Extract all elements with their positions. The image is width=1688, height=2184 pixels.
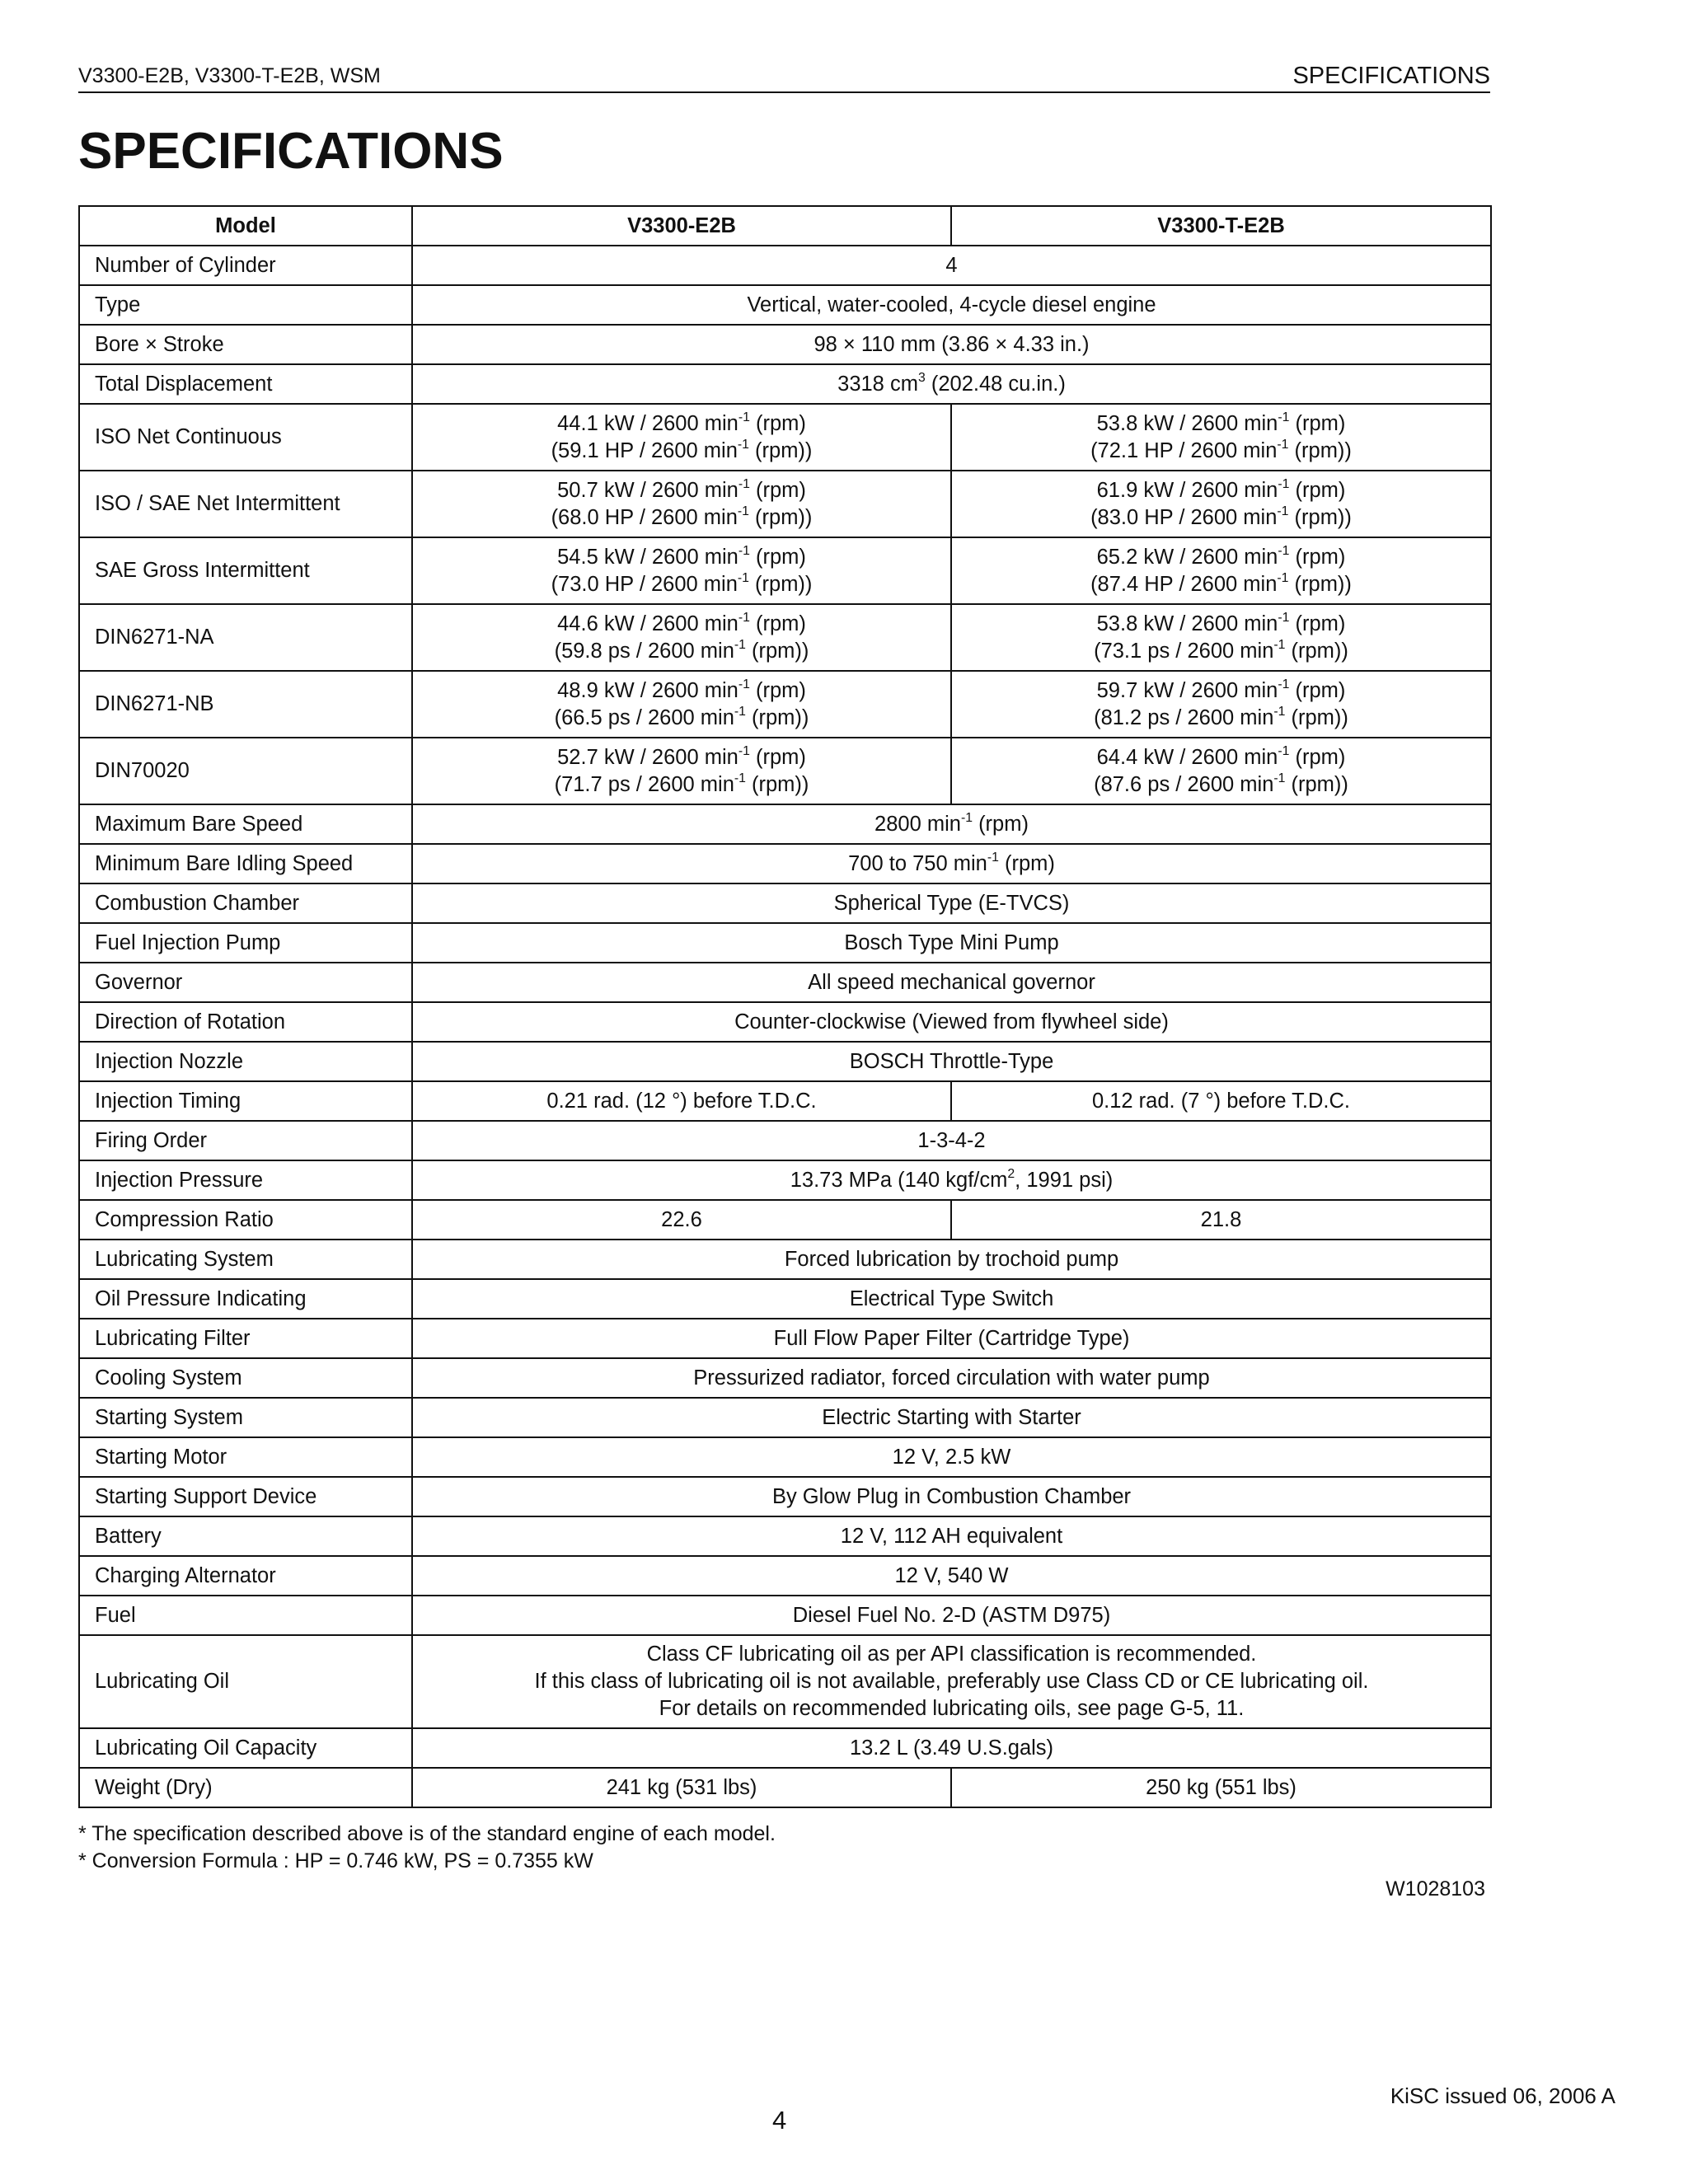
row-label: Number of Cylinder	[79, 246, 412, 285]
row-value-v3300-e2b: 22.6	[412, 1200, 951, 1240]
row-value-v3300-t-e2b: 59.7 kW / 2600 $\min^{-1} (rpm)$ (81.2 ps / 2600 $\min^{-1} (rpm)$)	[951, 671, 1491, 738]
table-row	[79, 1081, 1491, 1121]
table-row	[79, 1635, 1491, 1728]
row-value-v3300-e2b: 54.5 kW / 2600 $\min^{-1} (rpm)$ (73.0 HP / 2600 $\min^{-1} (rpm)$)	[412, 537, 951, 604]
row-value: Spherical Type (E-TVCS)	[412, 883, 1491, 923]
table-row	[79, 404, 1491, 471]
row-value-v3300-t-e2b: 53.8 kW / 2600 $\min^{-1} (rpm)$ (73.1 ps / 2600 $\min^{-1} (rpm)$)	[951, 604, 1491, 671]
row-label: Firing Order	[79, 1121, 412, 1160]
row-label: Bore × Stroke	[79, 325, 412, 364]
row-value-v3300-e2b: 52.7 kW / 2600 $\min^{-1} (rpm)$ (71.7 ps / 2600 $\min^{-1} (rpm)$)	[412, 738, 951, 804]
table-row	[79, 604, 1491, 671]
table-row	[79, 1437, 1491, 1477]
row-value: Full Flow Paper Filter (Cartridge Type)	[412, 1319, 1491, 1358]
row-label: Compression Ratio	[79, 1200, 412, 1240]
page-number: 4	[772, 2106, 787, 2135]
header-model-v3300-e2b: V3300-E2B	[412, 206, 951, 246]
row-label: SAE Gross Intermittent	[79, 537, 412, 604]
row-value: Electrical Type Switch	[412, 1279, 1491, 1319]
row-label: DIN70020	[79, 738, 412, 804]
specifications-table	[78, 205, 1492, 1808]
row-value-v3300-e2b: 50.7 kW / 2600 $\min^{-1} (rpm)$ (68.0 HP / 2600 $\min^{-1} (rpm)$)	[412, 471, 951, 537]
row-value: 4	[412, 246, 1491, 285]
header-document-title: V3300-E2B, V3300-T-E2B, WSM	[78, 64, 381, 87]
footnote-standard-engine: * The specification described above is of the standard engine of each model.	[78, 1822, 776, 1845]
row-label: Starting Support Device	[79, 1477, 412, 1516]
row-label: Cooling System	[79, 1358, 412, 1398]
row-value-v3300-t-e2b: 65.2 kW / 2600 $\min^{-1} (rpm)$ (87.4 HP / 2600 $\min^{-1} (rpm)$)	[951, 537, 1491, 604]
table-row	[79, 1042, 1491, 1081]
table-row	[79, 671, 1491, 738]
table-row	[79, 1279, 1491, 1319]
issue-info: KiSC issued 06, 2006 A	[1390, 2083, 1615, 2108]
row-value: Pressurized radiator, forced circulation with water pump	[412, 1358, 1491, 1398]
table-row	[79, 1596, 1491, 1635]
table-row	[79, 1768, 1491, 1807]
row-value-v3300-t-e2b: 0.12 rad. (7 °) before T.D.C.	[951, 1081, 1491, 1121]
table-row	[79, 844, 1491, 883]
table-row	[79, 1477, 1491, 1516]
row-label: Lubricating Oil	[79, 1635, 412, 1728]
row-label: Fuel Injection Pump	[79, 923, 412, 963]
row-label: Weight (Dry)	[79, 1768, 412, 1807]
table-row	[79, 537, 1491, 604]
row-value: 98 × 110 mm (3.86 × 4.33 in.)	[412, 325, 1491, 364]
row-value: Forced lubrication by trochoid pump	[412, 1240, 1491, 1279]
table-row	[79, 1358, 1491, 1398]
table-header-row	[79, 206, 1491, 246]
row-label: Fuel	[79, 1596, 412, 1635]
row-value-v3300-t-e2b: 53.8 kW / 2600 $\min^{-1} (rpm)$ (72.1 HP / 2600 $\min^{-1} (rpm)$)	[951, 404, 1491, 471]
row-value: Diesel Fuel No. 2-D (ASTM D975)	[412, 1596, 1491, 1635]
row-label: Battery	[79, 1516, 412, 1556]
row-label: ISO / SAE Net Intermittent	[79, 471, 412, 537]
row-label: Total Displacement	[79, 364, 412, 404]
row-value: By Glow Plug in Combustion Chamber	[412, 1477, 1491, 1516]
row-label: Combustion Chamber	[79, 883, 412, 923]
row-label: DIN6271-NA	[79, 604, 412, 671]
table-row	[79, 1240, 1491, 1279]
table-row	[79, 1200, 1491, 1240]
row-value: 13.73 MPa (140 kgf/$cm^2$, 1991 psi)	[412, 1160, 1491, 1200]
header-model-v3300-t-e2b: V3300-T-E2B	[951, 206, 1491, 246]
row-value: BOSCH Throttle-Type	[412, 1042, 1491, 1081]
row-label: Lubricating System	[79, 1240, 412, 1279]
row-value: Class CF lubricating oil as per API classification is recommended. If this class of lubricating oil is not available, preferably use Class CD or CE lubricating oil. For details on recommended lubricating oils, see page G-5, 11.	[412, 1635, 1491, 1728]
row-value-v3300-t-e2b: 64.4 kW / 2600 $\min^{-1} (rpm)$ (87.6 ps / 2600 $\min^{-1} (rpm)$)	[951, 738, 1491, 804]
row-value: 3318 $cm^3$ (202.48 cu.in.)	[412, 364, 1491, 404]
row-value: 1-3-4-2	[412, 1121, 1491, 1160]
row-label: Type	[79, 285, 412, 325]
row-label: DIN6271-NB	[79, 671, 412, 738]
row-label: Starting System	[79, 1398, 412, 1437]
row-value: 700 to 750 $\min^{-1} (rpm)$	[412, 844, 1491, 883]
row-value-v3300-e2b: 48.9 kW / 2600 $\min^{-1} (rpm)$ (66.5 ps / 2600 $\min^{-1} (rpm)$)	[412, 671, 951, 738]
row-label: Minimum Bare Idling Speed	[79, 844, 412, 883]
row-value-v3300-t-e2b: 250 kg (551 lbs)	[951, 1768, 1491, 1807]
row-label: Oil Pressure Indicating	[79, 1279, 412, 1319]
table-row	[79, 1002, 1491, 1042]
row-label: Injection Timing	[79, 1081, 412, 1121]
row-value: 12 V, 112 AH equivalent	[412, 1516, 1491, 1556]
table-row	[79, 963, 1491, 1002]
document-code: W1028103	[1386, 1877, 1485, 1900]
table-row	[79, 364, 1491, 404]
row-value-v3300-t-e2b: 21.8	[951, 1200, 1491, 1240]
row-value: All speed mechanical governor	[412, 963, 1491, 1002]
row-label: Maximum Bare Speed	[79, 804, 412, 844]
table-row	[79, 1319, 1491, 1358]
header-section-title: SPECIFICATIONS	[1292, 63, 1490, 89]
row-value: 2800 $\min^{-1} (rpm)$	[412, 804, 1491, 844]
row-label: Starting Motor	[79, 1437, 412, 1477]
row-value-v3300-t-e2b: 61.9 kW / 2600 $\min^{-1} (rpm)$ (83.0 HP / 2600 $\min^{-1} (rpm)$)	[951, 471, 1491, 537]
row-label: ISO Net Continuous	[79, 404, 412, 471]
table-row	[79, 923, 1491, 963]
table-row	[79, 1556, 1491, 1596]
row-value: Vertical, water-cooled, 4-cycle diesel engine	[412, 285, 1491, 325]
page-title: SPECIFICATIONS	[78, 123, 504, 180]
table-row	[79, 738, 1491, 804]
table-row	[79, 285, 1491, 325]
row-value-v3300-e2b: 241 kg (531 lbs)	[412, 1768, 951, 1807]
row-value: 13.2 L (3.49 U.S.gals)	[412, 1728, 1491, 1768]
table-row	[79, 471, 1491, 537]
row-value: 12 V, 2.5 kW	[412, 1437, 1491, 1477]
header-model: Model	[79, 206, 412, 246]
row-label: Lubricating Oil Capacity	[79, 1728, 412, 1768]
header-divider	[78, 91, 1490, 93]
table-row	[79, 325, 1491, 364]
row-value: Electric Starting with Starter	[412, 1398, 1491, 1437]
table-row	[79, 1728, 1491, 1768]
row-label: Injection Pressure	[79, 1160, 412, 1200]
table-row	[79, 1121, 1491, 1160]
row-label: Charging Alternator	[79, 1556, 412, 1596]
row-value-v3300-e2b: 44.1 kW / 2600 $\min^{-1} (rpm)$ (59.1 HP / 2600 $\min^{-1} (rpm)$)	[412, 404, 951, 471]
row-value: Bosch Type Mini Pump	[412, 923, 1491, 963]
row-value: Counter-clockwise (Viewed from flywheel side)	[412, 1002, 1491, 1042]
row-value: 12 V, 540 W	[412, 1556, 1491, 1596]
table-row	[79, 246, 1491, 285]
row-label: Injection Nozzle	[79, 1042, 412, 1081]
row-value-v3300-e2b: 44.6 kW / 2600 $\min^{-1} (rpm)$ (59.8 ps / 2600 $\min^{-1} (rpm)$)	[412, 604, 951, 671]
row-label: Governor	[79, 963, 412, 1002]
table-row	[79, 1398, 1491, 1437]
table-row	[79, 883, 1491, 923]
row-label: Direction of Rotation	[79, 1002, 412, 1042]
row-value-v3300-e2b: 0.21 rad. (12 °) before T.D.C.	[412, 1081, 951, 1121]
row-label: Lubricating Filter	[79, 1319, 412, 1358]
table-row	[79, 804, 1491, 844]
table-row	[79, 1160, 1491, 1200]
table-row	[79, 1516, 1491, 1556]
footnote-conversion-formula: * Conversion Formula : HP = 0.746 kW, PS = 0.7355 kW	[78, 1849, 593, 1872]
